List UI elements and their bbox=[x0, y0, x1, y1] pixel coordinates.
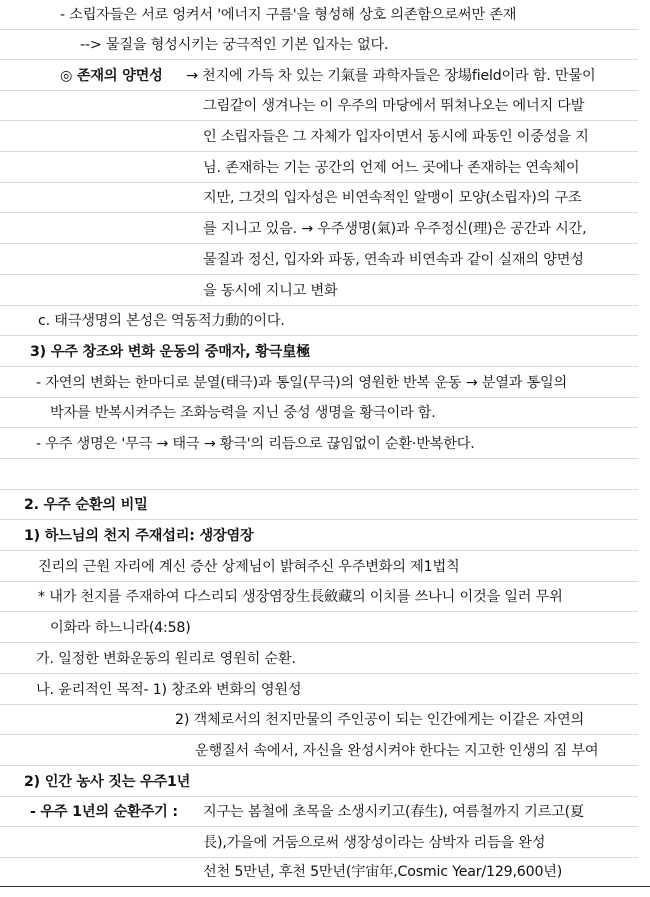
doc-line bbox=[0, 30, 638, 60]
doc-line bbox=[0, 153, 638, 183]
doc-line bbox=[0, 429, 638, 459]
paragraph-text: 을 동시에 지니고 변화 bbox=[203, 283, 338, 299]
doc-line bbox=[0, 276, 638, 306]
bullet-text: - 자연의 변화는 한마디로 분열(태극)과 통일(무극)의 영원한 반복 운동 → 분열과 통일의 bbox=[36, 375, 568, 391]
doc-line bbox=[0, 613, 638, 643]
doc-line bbox=[0, 675, 638, 705]
paragraph-text: 진리의 근원 자리에 계신 증산 상제님이 밝혀주신 우주변화의 제1법칙 bbox=[38, 559, 460, 575]
doc-line bbox=[0, 736, 638, 766]
bullet-continuation: 박자를 반복시켜주는 조화능력을 지닌 중성 생명을 황극이라 함. bbox=[50, 405, 436, 421]
paragraph-text: 를 지니고 있음. → 우주생명(氣)과 우주정신(理)은 공간과 시간, bbox=[203, 221, 587, 237]
doc-line bbox=[0, 337, 638, 367]
doc-line bbox=[0, 521, 638, 551]
paragraph-text: 지구는 봄철에 초목을 소생시키고(春生), 여름철까지 기르고(夏 bbox=[203, 804, 584, 820]
doc-line bbox=[0, 552, 638, 582]
paragraph-text: 님. 존재하는 기는 공간의 언제 어느 곳에나 존재하는 연속체이 bbox=[203, 160, 580, 176]
paragraph-text: 지만, 그것의 입자성은 비연속적인 알맹이 모양(소립자)의 구조 bbox=[203, 190, 582, 206]
section-heading-duality: ◎ 존재의 양면성 bbox=[60, 68, 163, 84]
doc-line bbox=[0, 61, 638, 91]
paragraph-text: 물질과 정신, 입자와 파동, 연속과 비연속과 같이 실재의 양면성 bbox=[203, 252, 584, 268]
page-bottom-rule bbox=[0, 886, 650, 887]
cycle-heading: - 우주 1년의 순환주기 : bbox=[30, 804, 178, 820]
doc-line bbox=[0, 644, 638, 674]
doc-line bbox=[0, 91, 638, 121]
doc-line bbox=[0, 122, 638, 152]
paragraph-text: 그림같이 생겨나는 이 우주의 마당에서 뛰쳐나오는 에너지 다발 bbox=[203, 98, 585, 114]
doc-line bbox=[0, 183, 638, 213]
doc-line bbox=[0, 398, 638, 428]
doc-line bbox=[0, 368, 638, 398]
paragraph-text: 長),가을에 거둠으로써 생장성이라는 삼박자 리듬을 완성 bbox=[203, 835, 546, 851]
list-item: 가. 일정한 변화운동의 원리로 영원히 순환. bbox=[36, 651, 296, 667]
list-subitem: 2) 객체로서의 천지만물의 주인공이 되는 인간에게는 이같은 자연의 bbox=[175, 712, 584, 728]
quote-continuation: 이화라 하느니라(4:58) bbox=[50, 620, 191, 636]
bullet-text: - 우주 생명은 '무극 → 태극 → 황극'의 리듬으로 끊임없이 순환·반복한다. bbox=[36, 436, 475, 452]
quote-text: * 내가 천지를 주재하여 다스리되 생장염장生長斂藏의 이치를 쓰나니 이것을 일러 무위 bbox=[38, 589, 563, 605]
doc-line bbox=[0, 797, 638, 827]
doc-line bbox=[0, 245, 638, 275]
doc-line bbox=[0, 705, 638, 735]
doc-line bbox=[0, 306, 638, 336]
bullet-text: - 소립자들은 서로 엉켜서 '에너지 구름'을 형성해 상호 의존함으로써만 존재 bbox=[60, 7, 517, 23]
doc-line bbox=[0, 0, 638, 30]
section-heading-hwanggeuk: 3) 우주 창조와 변화 운동의 중매자, 황극皇極 bbox=[30, 344, 311, 360]
list-subitem-continuation: 운행질서 속에서, 자신을 완성시켜야 한다는 지고한 인생의 짐 부여 bbox=[195, 743, 599, 759]
blank-line bbox=[0, 460, 638, 490]
list-item: 나. 윤리적인 목적- 1) 창조와 변화의 영원성 bbox=[36, 682, 302, 698]
doc-line bbox=[0, 582, 638, 612]
paragraph-text: → 천지에 가득 차 있는 기氣를 과학자들은 장場field이라 함. 만물이 bbox=[186, 68, 596, 84]
doc-line bbox=[0, 214, 638, 244]
doc-line bbox=[0, 828, 638, 858]
conclusion-text: --> 물질을 형성시키는 궁극적인 기본 입자는 없다. bbox=[80, 37, 389, 53]
doc-line bbox=[0, 767, 638, 797]
paragraph-text: 선천 5만년, 후천 5만년(宇宙年,Cosmic Year/129,600년) bbox=[203, 864, 563, 880]
section-heading-cosmic-year: 2) 인간 농사 짓는 우주1년 bbox=[24, 774, 191, 790]
section-heading-saengjang: 1) 하느님의 천지 주재섭리: 생장염장 bbox=[24, 528, 254, 544]
doc-line bbox=[0, 490, 638, 520]
chapter-heading: 2. 우주 순환의 비밀 bbox=[24, 497, 148, 513]
subsection-item: c. 태극생명의 본성은 역동적力動的이다. bbox=[38, 313, 285, 329]
paragraph-text: 인 소립자들은 그 자체가 입자이면서 동시에 파동인 이중성을 지 bbox=[203, 129, 589, 145]
doc-line bbox=[0, 857, 638, 887]
